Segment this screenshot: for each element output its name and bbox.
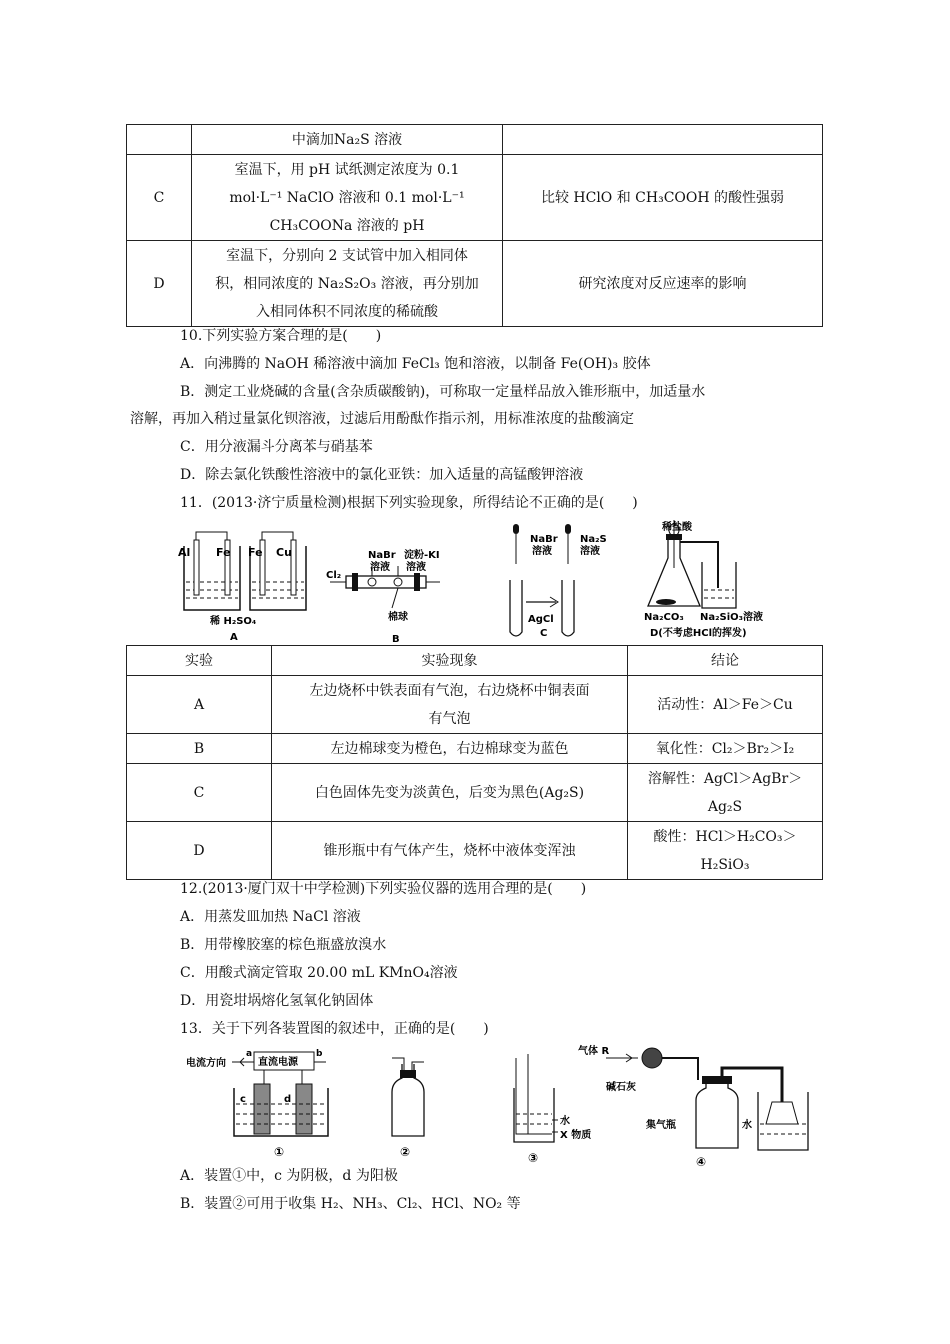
label-water-2: 水 (742, 1120, 752, 1131)
q12-option-a: A．用蒸发皿加热 NaCl 溶液 (180, 909, 361, 925)
cell-label: D (127, 241, 192, 327)
label-fig-a: A (230, 632, 238, 643)
label-n3: ③ (528, 1151, 539, 1165)
header-conclusion: 结论 (628, 646, 823, 676)
label-gas-bottle: 集气瓶 (646, 1120, 676, 1131)
q10-option-d: D．除去氯化铁酸性溶液中的氯化亚铁：加入适量的高锰酸钾溶液 (180, 467, 584, 483)
q13-option-b: B．装置②可用于收集 H₂、NH₃、Cl₂、HCl、NO₂ 等 (180, 1196, 521, 1212)
q12-option-c: C．用酸式滴定管取 20.00 mL KMnO₄溶液 (180, 965, 458, 981)
label-b: b (316, 1049, 323, 1059)
label-agcl: AgCl (528, 614, 554, 625)
cell-method: 中滴加Na₂S 溶液 (192, 125, 503, 155)
cell-phenomenon: 白色固体先变为淡黄色，后变为黑色(Ag₂S) (272, 764, 628, 822)
label-nabr-c: NaBr (530, 534, 558, 545)
cell-phenomenon: 左边棉球变为橙色，右边棉球变为蓝色 (272, 734, 628, 764)
label-starch-ki: 淀粉-KI (404, 550, 440, 561)
label-x-substance: X 物质 (560, 1130, 592, 1141)
label-d: d (284, 1094, 292, 1105)
label-cotton: 棉球 (388, 612, 408, 623)
label-fe-1: Fe (216, 546, 231, 559)
cell-label: C (127, 155, 192, 241)
cell-label (127, 125, 192, 155)
label-soda-lime: 碱石灰 (606, 1082, 636, 1093)
cell-exp: D (127, 822, 272, 880)
cell-exp: C (127, 764, 272, 822)
label-na2s: Na₂S (580, 534, 607, 545)
table-top (126, 124, 823, 327)
label-na2co3: Na₂CO₃ (644, 612, 684, 623)
q12-option-b: B．用带橡胶塞的棕色瓶盛放溴水 (180, 937, 387, 953)
label-dc-power: 直流电源 (258, 1057, 298, 1068)
label-fig-c: C (540, 628, 548, 639)
q11-stem: 11．(2013·济宁质量检测)根据下列实验现象，所得结论不正确的是( ) (180, 495, 638, 511)
cell-phenomenon: 左边烧杯中铁表面有气泡，右边烧杯中铜表面 有气泡 (272, 676, 628, 734)
q12-option-d: D．用瓷坩埚熔化氢氧化钠固体 (180, 993, 374, 1009)
label-al: Al (178, 546, 191, 559)
label-a: a (246, 1049, 253, 1059)
label-cu: Cu (276, 546, 292, 559)
beaker-with-tube (514, 1054, 558, 1142)
cell-method: 室温下，用 pH 试纸测定浓度为 0.1 mol·L⁻¹ NaClO 溶液和 0.1 mol·L⁻¹ CH₃COONa 溶液的 pH (192, 155, 503, 241)
gas-bottle (392, 1058, 424, 1136)
cell-exp: A (127, 676, 272, 734)
beaker-right (250, 532, 306, 610)
flask-apparatus (648, 520, 736, 608)
q10-option-b-cont: 溶解，再加入稍过量氯化钡溶液，过滤后用酚酞作指示剂，用标准浓度的盐酸滴定 (130, 411, 634, 427)
header-phenomenon: 实验现象 (272, 646, 628, 676)
q10-option-a: A．向沸腾的 NaOH 稀溶液中滴加 FeCl₃ 饱和溶液，以制备 Fe(OH)₃ 胶体 (180, 356, 651, 372)
q13-option-a: A．装置①中，c 为阴极，d 为阳极 (180, 1168, 398, 1184)
q10-option-b: B．测定工业烧碱的含量(含杂质碳酸钠)，可称取一定量样品放入锥形瓶中，加适量水 (180, 384, 706, 400)
table-q11 (126, 645, 823, 880)
header-experiment: 实验 (127, 646, 272, 676)
cell-purpose (503, 125, 823, 155)
beaker-left (184, 532, 240, 610)
q13-stem: 13．关于下列各装置图的叙述中，正确的是( ) (180, 1021, 489, 1037)
cell-conclusion: 活动性：Al＞Fe＞Cu (628, 676, 823, 734)
q10-option-c: C．用分液漏斗分离苯与硝基苯 (180, 439, 373, 455)
label-n2: ② (400, 1145, 411, 1159)
gas-collection-apparatus (606, 1048, 808, 1150)
label-solution-c2: 溶液 (580, 546, 600, 557)
label-n1: ① (274, 1145, 285, 1159)
cell-purpose: 比较 HClO 和 CH₃COOH 的酸性强弱 (503, 155, 823, 241)
label-hcl: 稀盐酸 (662, 522, 692, 533)
cell-phenomenon: 锥形瓶中有气体产生，烧杯中液体变浑浊 (272, 822, 628, 880)
label-current-direction: 电流方向 (186, 1058, 226, 1069)
label-gas-r: 气体 R (578, 1046, 610, 1057)
cell-purpose: 研究浓度对反应速率的影响 (503, 241, 823, 327)
q13-figure (186, 1044, 826, 1172)
label-water: 水 (560, 1116, 570, 1127)
cell-conclusion: 酸性：HCl＞H₂CO₃＞ H₂SiO₃ (628, 822, 823, 880)
label-h2so4: 稀 H₂SO₄ (210, 616, 257, 627)
label-fig-b: B (392, 634, 400, 645)
label-nabr-solution: 溶液 (370, 562, 390, 573)
label-fe-2: Fe (248, 546, 263, 559)
q10-stem: 10.下列实验方案合理的是( ) (180, 328, 382, 344)
cell-exp: B (127, 734, 272, 764)
label-nabr: NaBr (368, 550, 396, 561)
label-na2sio3: Na₂SiO₃溶液 (700, 612, 764, 623)
q11-figure (170, 518, 810, 646)
label-solution-c: 溶液 (532, 546, 552, 557)
cell-method: 室温下，分别向 2 支试管中加入相同体 积，相同浓度的 Na₂S₂O₃ 溶液，再分别加 入相同体积不同浓度的稀硫酸 (192, 241, 503, 327)
cell-conclusion: 溶解性：AgCl＞AgBr＞ Ag₂S (628, 764, 823, 822)
label-fig-d: D(不考虑HCl的挥发) (650, 628, 747, 639)
label-cl2: Cl₂ (326, 570, 342, 581)
label-starch-solution: 溶液 (406, 562, 426, 573)
q12-stem: 12.(2013·厦门双十中学检测)下列实验仪器的选用合理的是( ) (180, 881, 587, 897)
cell-conclusion: 氧化性：Cl₂＞Br₂＞I₂ (628, 734, 823, 764)
label-n4: ④ (696, 1155, 707, 1169)
label-c: c (240, 1094, 246, 1105)
